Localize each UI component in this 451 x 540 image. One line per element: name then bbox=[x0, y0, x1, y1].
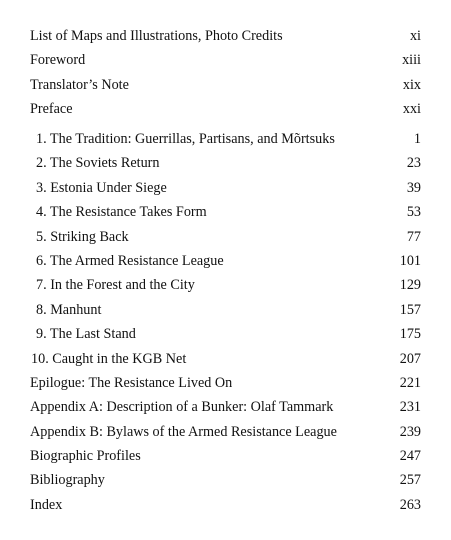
toc-entry bbox=[30, 468, 421, 492]
toc-entry-title: 5. Striking Back bbox=[36, 228, 129, 245]
toc-entry-page: 23 bbox=[406, 155, 421, 172]
toc-entry bbox=[30, 151, 421, 175]
toc-entry bbox=[30, 347, 421, 371]
toc-entry-page: 221 bbox=[399, 374, 421, 391]
toc-entry-page: 263 bbox=[399, 496, 421, 513]
toc-entry-title: 6. The Armed Resistance League bbox=[36, 252, 224, 269]
toc-entry-page: 175 bbox=[399, 326, 421, 343]
toc-entry bbox=[30, 493, 421, 517]
toc-entry-page: 231 bbox=[399, 399, 421, 416]
toc-entry-title: 8. Manhunt bbox=[36, 301, 102, 318]
toc-entry-title: 3. Estonia Under Siege bbox=[36, 179, 167, 196]
toc-entry-title: Preface bbox=[30, 101, 73, 118]
toc-entry-page: 207 bbox=[399, 350, 421, 367]
toc-entry-title: Bibliography bbox=[30, 472, 105, 489]
toc-entry-page: xi bbox=[409, 28, 421, 44]
toc-entry-page: xxi bbox=[402, 101, 421, 118]
toc-entry bbox=[30, 48, 421, 72]
toc-entry-title: 1. The Tradition: Guerrillas, Partisans, and Mõrtsuks bbox=[36, 131, 335, 147]
toc-entry bbox=[30, 225, 421, 249]
toc-entry bbox=[30, 176, 421, 200]
toc-entry-page: 101 bbox=[399, 252, 421, 269]
toc-entry bbox=[30, 200, 421, 224]
toc-entry-title: 2. The Soviets Return bbox=[36, 155, 160, 172]
toc-entry bbox=[30, 395, 421, 419]
toc-entry-title: 7. In the Forest and the City bbox=[36, 277, 195, 294]
toc-entry-page: xix bbox=[402, 76, 421, 93]
toc-entry-title: 10. Caught in the KGB Net bbox=[31, 350, 187, 367]
toc-entry-page: 77 bbox=[406, 228, 421, 245]
toc-entry-title: Appendix B: Bylaws of the Armed Resistance League bbox=[30, 423, 337, 440]
toc-entry bbox=[30, 298, 421, 322]
toc-entry-title: 4. The Resistance Takes Form bbox=[36, 204, 207, 221]
toc-entry-page: 239 bbox=[399, 423, 421, 440]
toc-entry-page: 53 bbox=[406, 204, 421, 221]
toc-entry-title: Epilogue: The Resistance Lived On bbox=[30, 374, 233, 391]
toc-entry-title: Foreword bbox=[30, 52, 86, 69]
toc-entry-title: Appendix A: Description of a Bunker: Olaf Tammark bbox=[30, 399, 334, 416]
toc-entry-page: 247 bbox=[399, 448, 421, 465]
toc-entry-title: List of Maps and Illustrations, Photo Credits bbox=[30, 28, 283, 44]
toc-entry bbox=[30, 97, 421, 121]
toc-entry-title: Translator’s Note bbox=[30, 76, 129, 93]
toc-entry bbox=[30, 322, 421, 346]
toc-entry-page: 39 bbox=[406, 179, 421, 196]
toc-entry-title: 9. The Last Stand bbox=[36, 326, 136, 343]
toc-entry-page: xiii bbox=[402, 52, 421, 69]
toc-entry-title: Biographic Profiles bbox=[30, 448, 141, 465]
toc-entry-page: 129 bbox=[399, 277, 421, 294]
toc-entry bbox=[30, 273, 421, 297]
toc-entry bbox=[30, 371, 421, 395]
toc-entry bbox=[30, 444, 421, 468]
toc-entry bbox=[30, 73, 421, 97]
toc-entry bbox=[30, 249, 421, 273]
chapter-list bbox=[30, 127, 421, 517]
front-matter-list bbox=[30, 24, 421, 122]
toc-entry-page: 257 bbox=[399, 472, 421, 489]
toc-entry bbox=[30, 127, 421, 151]
toc-entry bbox=[30, 420, 421, 444]
toc-entry-page: 157 bbox=[399, 301, 421, 318]
toc-entry-page: 1 bbox=[413, 131, 421, 147]
toc-entry bbox=[30, 24, 421, 48]
toc-entry-title: Index bbox=[30, 496, 63, 513]
